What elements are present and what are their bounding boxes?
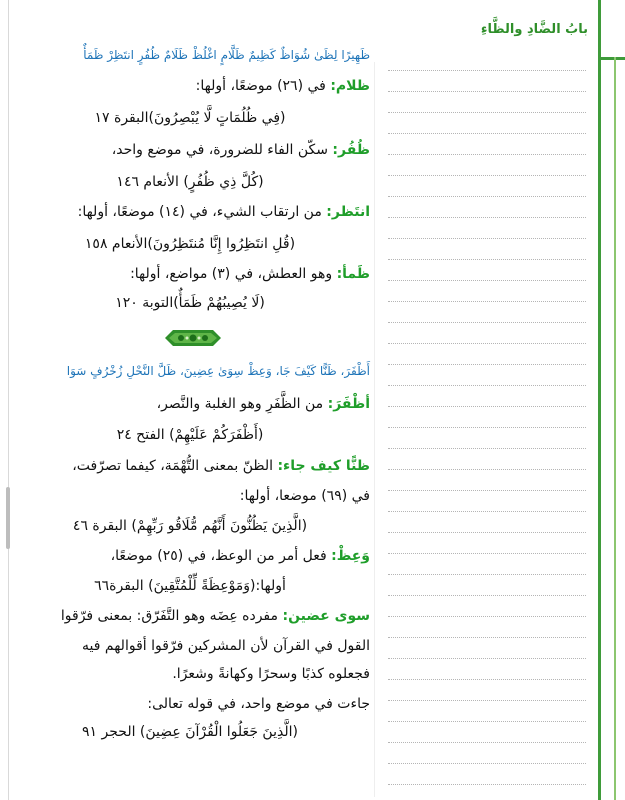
column-separator	[374, 62, 375, 797]
page-edge	[8, 0, 9, 800]
entry-text: سكّن الفاء للضرورة، في موضع واحد،	[111, 142, 333, 158]
entry-keyword: سوى عضين:	[282, 608, 370, 624]
entry-text: من الظَّفَرِ وهو الغلبة والنَّصر،	[156, 396, 328, 412]
entry-def	[10, 608, 370, 624]
entry-text-line: أولها:(وَمَوْعِظَةً لِّلْمُتَّقِينَ) البقرة٦٦	[94, 578, 286, 594]
entry-verse: (فِي ظُلُمَاتٍ لَّا يُبْصِرُونَ)البقرة ١٧	[94, 110, 286, 126]
entry-def	[10, 204, 370, 220]
ornament-divider-icon	[161, 326, 225, 350]
entry-text: من ارتقاب الشيء، في (١٤) موضعًا، أولها:	[77, 204, 327, 220]
entry-keyword: ظلام:	[330, 78, 370, 94]
entry-keyword: أظْفَرَ:	[327, 396, 370, 412]
entry-text: وهو العطش، في (٣) مواضع، أولها:	[130, 266, 337, 282]
entry-text-line: القول في القرآن لأن المشركين فرّقوا أقوالهم فيه	[82, 638, 370, 654]
entry-verse: (لَا يُصِيبُهُمْ ظَمَأٌ)التوبة ١٢٠	[115, 295, 265, 311]
entry-verse: (الَّذِينَ جَعَلُوا الْقُرْآنَ عِضِينَ) الحجر ٩١	[82, 724, 298, 740]
margin-frame-inner	[614, 57, 616, 800]
entry-def	[10, 458, 370, 474]
sec1-words-line: ظَهِيرًا لِظَىٰ شُوَاظٌ كَظِيمٌ ظَلَّامٍ اغْلُظْ ظَلَامٌ ظُفُرٍ انتَظِرْ ظَمَأٌ	[83, 48, 370, 62]
entry-text: مفرده عِضَه وهو التَّفَرّق: بمعنى فرّقوا	[60, 608, 283, 624]
entry-text: في (٢٦) موضعًا، أولها:	[195, 78, 331, 94]
entry-def	[10, 266, 370, 282]
sec2-words-line: أَظْفَرَ، ظَنًّا كَيْفَ جَا، وَعِظْ سِوَىٰ عِضِينَ، ظَلَّ النَّحْلِ زُخْرُفٍ سَوَا	[66, 364, 370, 378]
entry-text-line: في (٦٩) موضعا، أولها:	[239, 488, 370, 504]
margin-frame	[598, 0, 601, 800]
entry-text-line: جاءت في موضع واحد، في قوله تعالى:	[147, 696, 370, 712]
entry-verse: (قُلِ انتَظِرُوا إِنَّا مُنتَظِرُونَ)الأنعام ١٥٨	[84, 236, 296, 252]
entry-verse: (أَظْفَرَكُمْ عَلَيْهِمْ) الفتح ٢٤	[116, 427, 264, 443]
entry-keyword: وَعِظْ:	[331, 548, 370, 564]
entry-keyword: ظَمأ:	[336, 266, 370, 282]
margin-frame-top	[598, 57, 625, 60]
entry-keyword: ظُفُر:	[332, 142, 370, 158]
entry-verse: (الَّذِينَ يَظُنُّونَ أَنَّهُم مُّلَاقُو رَبِّهِمْ) البقرة ٤٦	[72, 518, 308, 534]
entry-keyword: ظنًّا كيف جاء:	[277, 458, 370, 474]
entry-def	[10, 396, 370, 412]
entry-text: فعل أمر من الوعظ، في (٢٥) موضعًا،	[110, 548, 332, 564]
entry-keyword: انتَظر:	[326, 204, 370, 220]
entry-text: الظنّ بمعنى التُّهْمَة، كيفما تصرّفت،	[72, 458, 278, 474]
entry-verse: (كُلَّ ذِي ظُفُرٍ) الأنعام ١٤٦	[116, 174, 264, 190]
entry-text-line: فجعلوه كذبًا وسحرًا وكهانةً وشعرًا.	[172, 666, 370, 682]
notes-title: بابُ الضَّادِ والظَّاءِ	[480, 22, 588, 37]
entry-def	[10, 548, 370, 564]
entry-def	[10, 142, 370, 158]
entry-def	[10, 78, 370, 94]
